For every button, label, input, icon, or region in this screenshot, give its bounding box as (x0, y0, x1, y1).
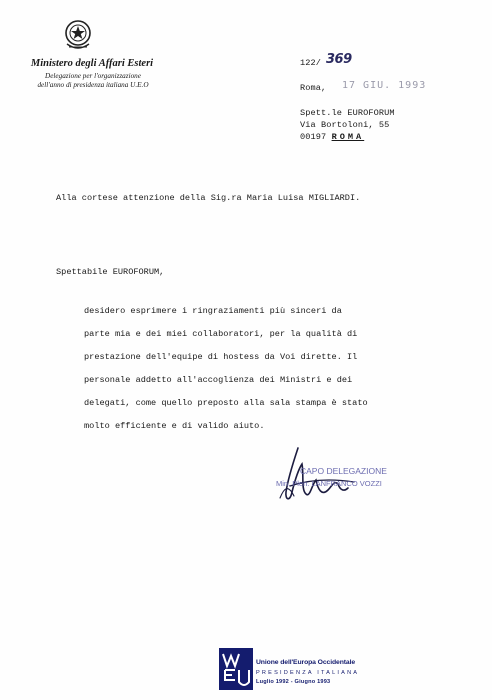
ministry-name: Ministero degli Affari Esteri (30, 58, 154, 69)
date-stamp: 17 GIU. 1993 (342, 80, 427, 91)
body-line-3: prestazione dell'equipe di hostess da Voi dirette. Il (84, 352, 358, 362)
body-line-5: delegati, come quello preposto alla sala stampa è stato (84, 398, 368, 408)
body-line-4: personale addetto all'accoglienza dei Ministri e dei (84, 375, 353, 385)
salutation: Spettabile EUROFORUM, (56, 267, 165, 277)
signature-title: CAPO DELEGAZIONE (300, 466, 387, 476)
weu-presidency: PRESIDENZA ITALIANA (256, 670, 360, 676)
delegation-line-1: Delegazione per l'organizzazione (45, 72, 141, 80)
addressee: Spett.le EUROFORUM (300, 108, 395, 118)
postcode: 00197 (300, 132, 327, 142)
weu-logo-icon (219, 648, 253, 690)
attention-line: Alla cortese attenzione della Sig.ra Maria Luisa MIGLIARDI. (56, 193, 361, 203)
body-line-1: desidero esprimere i ringraziamenti più sinceri da (84, 306, 342, 316)
body-line-2: parte mia e dei miei collaboratori, per la qualità di (84, 329, 358, 339)
italian-republic-emblem-icon (63, 18, 93, 52)
weu-name: Unione dell'Europa Occidentale (256, 659, 356, 666)
signature-name: Min. Plen. LANFRANCO VOZZI (276, 479, 382, 488)
protocol-number: 122/ (300, 58, 322, 68)
delegation-line-2: dell'anno di presidenza italiana U.E.O (37, 81, 149, 89)
city-label: Roma, (300, 83, 327, 93)
protocol-handwritten: 369 (326, 52, 352, 67)
address-city-line (300, 132, 364, 142)
weu-period: Luglio 1992 - Giugno 1993 (256, 679, 331, 685)
address-city: ROMA (331, 132, 365, 142)
address-street: Via Bortoloni, 55 (300, 120, 390, 130)
body-line-6: molto efficiente e di valido aiuto. (84, 421, 265, 431)
